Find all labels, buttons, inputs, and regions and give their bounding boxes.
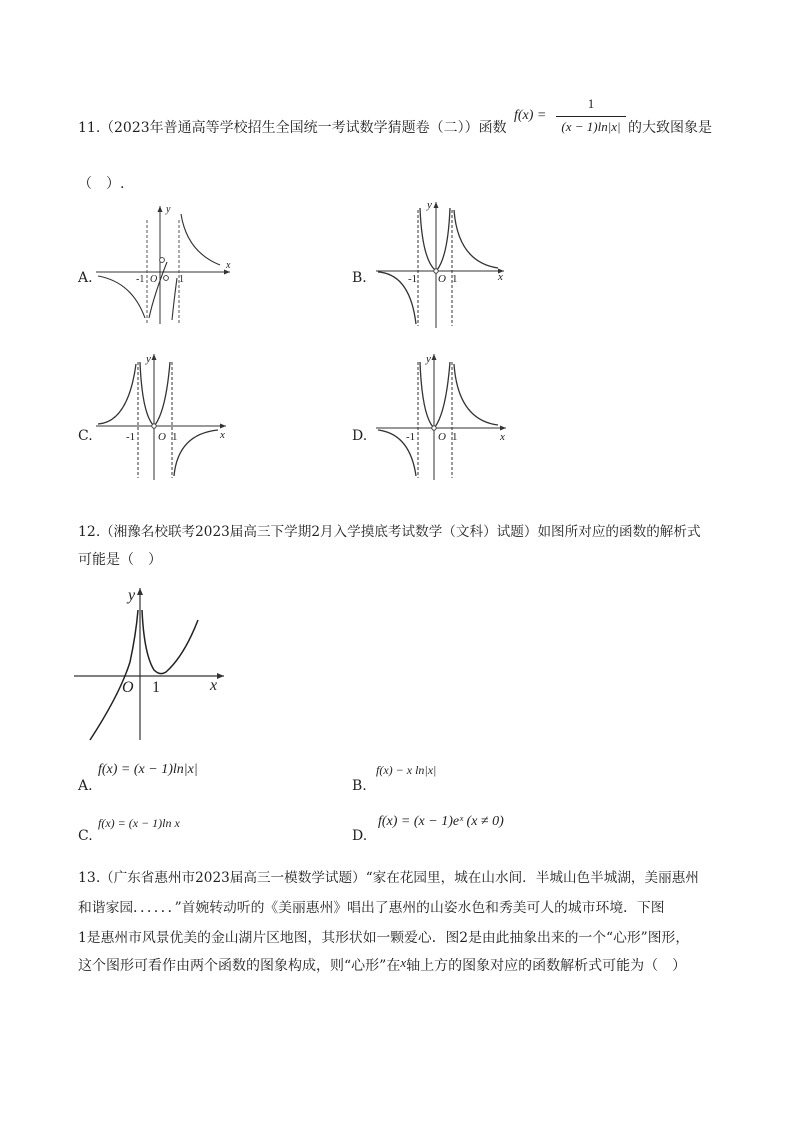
tick-one: 1 <box>452 431 458 443</box>
curve-middle-left <box>420 362 433 427</box>
q11-option-d-label[interactable]: D. <box>352 428 368 444</box>
curve-middle-left <box>140 362 153 425</box>
q12-option-a-expr[interactable]: f(x) = (x − 1)ln|x| <box>98 762 198 777</box>
q11-number: 11. <box>78 120 101 136</box>
q12-option-c-expr[interactable]: f(x) = (x − 1)ln x <box>98 816 180 830</box>
q11-option-b-label[interactable]: B. <box>352 270 367 286</box>
fraction-bar <box>556 116 626 117</box>
y-axis-arrow <box>137 588 143 595</box>
y-label: y <box>128 587 136 604</box>
x-label: x <box>220 429 225 441</box>
tick-one: 1 <box>452 273 458 285</box>
tick-minus-one: -1 <box>136 274 145 285</box>
q12-option-d-label[interactable]: D. <box>352 828 368 844</box>
y-label: y <box>166 204 171 215</box>
open-point <box>152 424 156 428</box>
origin-label: O <box>438 431 446 443</box>
y-axis-arrow <box>158 206 163 212</box>
curve-left <box>98 364 136 424</box>
open-point <box>160 258 165 263</box>
tick-one: 1 <box>179 274 184 285</box>
y-label: y <box>426 353 431 365</box>
q13-line1: （广东省惠州市2023届高三一模数学试题）“家在花园里，城在山水间．半城山色半城湖，美丽惠州 <box>100 870 699 886</box>
origin-label: O <box>122 679 134 696</box>
curve-middle-right <box>435 362 450 427</box>
q11-formula-lhs: f(x) = <box>514 108 547 123</box>
q11-graph-a[interactable] <box>92 200 242 325</box>
q13-line4-b: 轴上方的图象对应的函数解析式可能为（ ） <box>406 958 687 974</box>
q12-graph <box>72 584 232 744</box>
curve-middle-left <box>420 208 435 270</box>
curve-right <box>174 430 218 476</box>
tick-one: 1 <box>172 431 178 443</box>
tick-minus-one: -1 <box>406 431 416 443</box>
curve-middle-right <box>437 208 450 270</box>
q12-option-b-expr[interactable]: f(x) − x ln|x| <box>376 763 437 777</box>
x-label: x <box>498 271 503 283</box>
q11-graph-c[interactable] <box>92 350 232 482</box>
q11-graph-d[interactable] <box>372 350 512 482</box>
curve-right <box>181 214 220 265</box>
q13-line4-a: 这个图形可看作由两个函数的图象构成，则“心形”在 <box>78 958 401 974</box>
q12-option-b-label[interactable]: B. <box>352 778 367 794</box>
curve-right-inner <box>172 278 177 320</box>
q13-line4 <box>78 956 686 976</box>
q12-option-a-label[interactable]: A. <box>78 778 93 794</box>
q11-option-a-label[interactable]: A. <box>78 270 93 286</box>
x-axis-arrow <box>500 426 506 431</box>
q11-blank: （ ）. <box>78 176 125 192</box>
q11-tail: 的大致图象是 <box>628 120 712 136</box>
curve-middle <box>149 262 167 318</box>
open-point <box>432 426 436 430</box>
q12-option-d-expr[interactable]: f(x) = (x − 1)eˣ (x ≠ 0) <box>378 814 504 829</box>
q13-line3: 1是惠州市风景优美的金山湖片区地图，其形状如一颗爱心．图2是由此抽象出来的一个“心形”图形， <box>78 930 690 946</box>
curve-right <box>454 210 498 268</box>
y-axis-arrow <box>152 354 157 360</box>
tick-minus-one: -1 <box>408 273 418 285</box>
tick-minus-one: -1 <box>126 431 136 443</box>
q12-option-c-label[interactable]: C. <box>78 828 93 844</box>
x-label: x <box>500 431 505 443</box>
curve-left <box>90 610 138 740</box>
x-axis-arrow <box>220 424 226 429</box>
curve-right <box>142 610 198 674</box>
open-point <box>164 276 169 281</box>
curve-middle-right <box>155 362 170 425</box>
y-axis-arrow <box>434 202 439 208</box>
q13-line2: 和谐家园．．．．．．”首婉转动听的《美丽惠州》唱出了惠州的山姿水色和秀美可人的城市环境．下图 <box>78 900 665 916</box>
tick-one: 1 <box>152 679 160 696</box>
q12-number: 12. <box>78 524 101 540</box>
q11-option-c-label[interactable]: C. <box>78 428 93 444</box>
q13-number: 13. <box>78 870 101 886</box>
y-label: y <box>146 353 151 365</box>
origin-label: O <box>438 273 446 285</box>
y-axis-arrow <box>432 354 437 360</box>
q11-source: （2023年普通高等学校招生全国统一考试数学猜题卷（二））函数 <box>100 120 507 136</box>
q11-formula-numerator: 1 <box>587 96 595 111</box>
origin-label: O <box>158 431 166 443</box>
y-label: y <box>427 199 432 211</box>
x-label: x <box>210 677 218 694</box>
q13-line4-x: x <box>400 955 407 970</box>
origin-label: O <box>150 274 158 285</box>
x-axis-arrow <box>217 673 224 679</box>
q12-line2: 可能是（ ） <box>78 552 162 568</box>
x-label: x <box>226 260 231 271</box>
curve-right <box>454 364 498 425</box>
q12-line1: （湘豫名校联考2023届高三下学期2月入学摸底考试数学（文科）试题）如图所对应的函数的解析式 <box>100 524 701 540</box>
q11-graph-b[interactable] <box>372 198 512 330</box>
q11-formula-denominator: (x − 1)ln|x| <box>561 119 621 134</box>
